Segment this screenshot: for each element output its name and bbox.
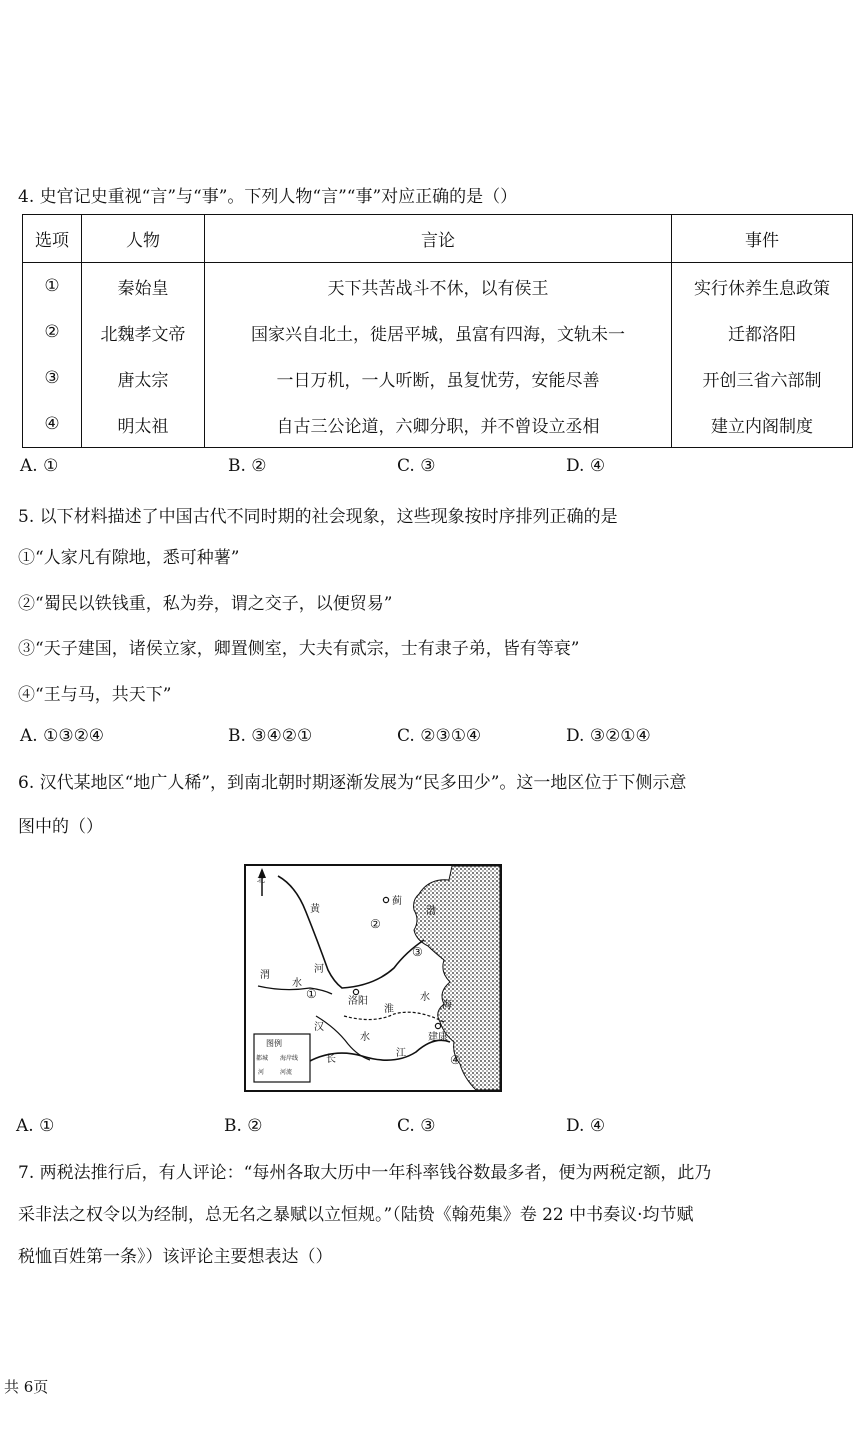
legend-item-river: 河流 (280, 1069, 293, 1076)
header-speech: 言论 (205, 215, 672, 263)
row-option: ② (23, 309, 82, 355)
q6-stem-line2: 图中的（） (18, 817, 103, 837)
q5-choice-b[interactable]: B. ③④②① (228, 726, 313, 746)
q4-choice-b[interactable]: B. ② (228, 456, 267, 476)
row-speech: 国家兴自北土，徙居平城，虽富有四海，文轨未一 (205, 309, 672, 355)
row-event: 实行休养生息政策 (672, 263, 853, 310)
table-header-row (23, 215, 853, 263)
marker-1: ① (306, 987, 317, 1001)
q5-choice-c[interactable]: C. ②③①④ (397, 726, 482, 746)
row-event: 建立内阁制度 (672, 401, 853, 448)
header-option: 选项 (23, 215, 82, 263)
row-option: ④ (23, 401, 82, 448)
q6-choice-b[interactable]: B. ② (224, 1116, 263, 1136)
marker-4: ④ (450, 1053, 461, 1067)
page-footer: 共 6页 (4, 1378, 49, 1396)
map-label-huai: 淮 (384, 1004, 394, 1015)
q5-choice-d[interactable]: D. ③②①④ (566, 726, 651, 746)
table-row (23, 355, 853, 401)
header-person: 人物 (82, 215, 205, 263)
row-person: 秦始皇 (82, 263, 205, 310)
q5-item-1: ①“人家凡有隙地，悉可种薯” (18, 548, 240, 568)
row-event: 开创三省六部制 (672, 355, 853, 401)
map-label-jiankang: 建康 (428, 1032, 448, 1043)
row-option: ① (23, 263, 82, 310)
map-label-huang: 黄 (310, 904, 320, 915)
table-row (23, 309, 853, 355)
q5-item-3: ③“天子建国，诸侯立家，卿置侧室，大夫有贰宗，士有隶子弟，皆有等衰” (18, 639, 580, 659)
q7-line1: 7. 两税法推行后，有人评论：“每州各取大历中一年科率钱谷数最多者，便为两税定额，此乃 (18, 1163, 712, 1183)
q6-stem-line1: 6. 汉代某地区“地广人稀”，到南北朝时期逐渐发展为“民多田少”。这一地区位于下侧示意 (18, 773, 687, 793)
q4-choice-c[interactable]: C. ③ (397, 456, 436, 476)
map-label-wei: 渭 (260, 970, 270, 981)
north-label: 北 (257, 875, 265, 884)
header-event: 事件 (672, 215, 853, 263)
q7-line3: 税恤百姓第一条》）该评论主要想表达（） (18, 1247, 333, 1267)
row-option: ③ (23, 355, 82, 401)
q6-choice-d[interactable]: D. ④ (566, 1116, 606, 1136)
map-label-ji: 蓟 (392, 896, 402, 907)
legend-item-capital: 都城 (256, 1055, 269, 1062)
map-label-chang: 长 (326, 1054, 336, 1065)
map-label-shui-1: 水 (292, 978, 302, 989)
map-label-hai: 海 (442, 1000, 452, 1011)
row-speech: 一日万机，一人听断，虽复忧劳，安能尽善 (205, 355, 672, 401)
q4-choice-a[interactable]: A. ① (20, 456, 59, 476)
map-label-shui-3: 水 (360, 1032, 370, 1043)
q6-choice-c[interactable]: C. ③ (397, 1116, 436, 1136)
q6-map (244, 864, 502, 1092)
row-event: 迁都洛阳 (672, 309, 853, 355)
q5-choice-a[interactable]: A. ①③②④ (20, 726, 105, 746)
q6-choice-a[interactable]: A. ① (16, 1116, 55, 1136)
map-label-he: 河 (314, 964, 324, 975)
row-person: 明太祖 (82, 401, 205, 448)
q5-item-2: ②“蜀民以铁钱重，私为券，谓之交子，以便贸易” (18, 594, 393, 614)
legend-item-river-line: 河 (258, 1069, 265, 1076)
legend-title: 图例 (266, 1039, 282, 1048)
q4-table (22, 214, 853, 448)
q4-choice-d[interactable]: D. ④ (566, 456, 606, 476)
table-row (23, 401, 853, 448)
row-person: 北魏孝文帝 (82, 309, 205, 355)
map-label-jiang: 江 (396, 1048, 406, 1059)
map-label-luoyang: 洛阳 (348, 996, 368, 1007)
legend-item-coast: 海岸线 (280, 1055, 299, 1062)
q7-line2: 采非法之权令以为经制，总无名之暴赋以立恒规。”（陆贽《翰苑集》卷 22 中书奏议·均节赋 (18, 1205, 694, 1225)
table-row (23, 263, 853, 310)
map-label-han: 汉 (314, 1022, 324, 1033)
row-speech: 天下共苦战斗不休，以有侯王 (205, 263, 672, 310)
q5-item-4: ④“王与马，共天下” (18, 685, 172, 705)
row-speech: 自古三公论道，六卿分职，并不曾设立丞相 (205, 401, 672, 448)
map-label-shui-2: 水 (420, 992, 430, 1003)
q5-stem: 5. 以下材料描述了中国古代不同时期的社会现象，这些现象按时序排列正确的是 (18, 507, 618, 527)
q4-stem: 4. 史官记史重视“言”与“事”。下列人物“言”“事”对应正确的是（） (18, 187, 518, 207)
row-person: 唐太宗 (82, 355, 205, 401)
marker-3: ③ (412, 945, 423, 959)
map-label-bo: 渤 (426, 906, 436, 917)
marker-2: ② (370, 917, 381, 931)
